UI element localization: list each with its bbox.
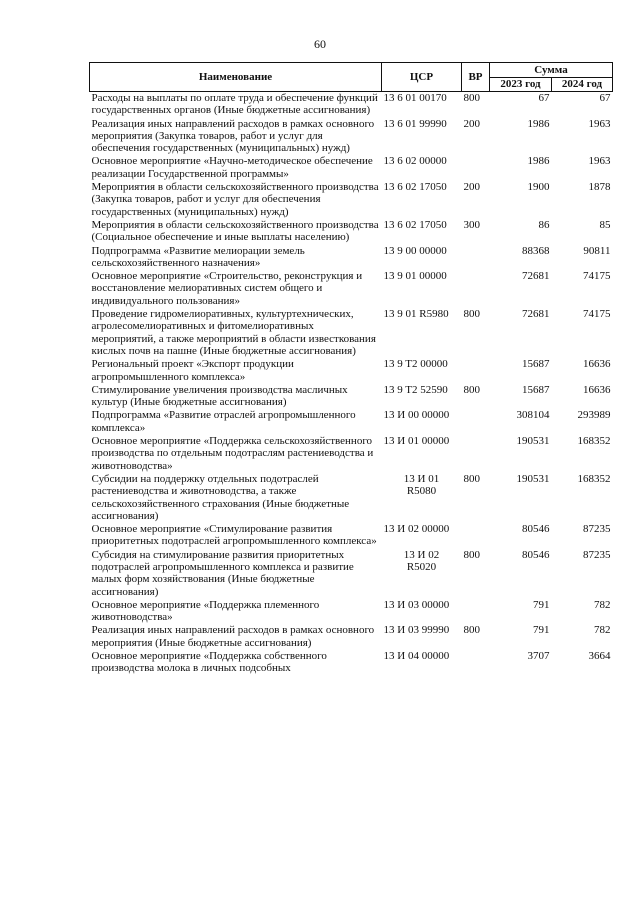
table-row <box>90 219 613 245</box>
column-header-vr: ВР <box>462 63 490 92</box>
row-amount-2023-cell: 72681 <box>522 270 550 283</box>
row-vr-cell <box>462 409 490 435</box>
page-number: 60 <box>314 37 326 51</box>
row-csr-cell: 13 9 T2 00000 <box>383 358 448 371</box>
row-amount-2023-cell: 67 <box>538 92 550 104</box>
row-csr-cell: 13 6 02 17050 <box>383 181 447 194</box>
row-amount-2024-cell: 87235 <box>583 523 611 536</box>
table-row <box>90 308 613 358</box>
table-row <box>90 523 613 549</box>
row-vr-cell: 200 <box>463 181 480 194</box>
column-header-name: Наименование <box>90 63 382 92</box>
table-row <box>90 92 613 118</box>
row-vr-cell: 800 <box>463 92 480 104</box>
row-vr-cell: 800 <box>463 308 480 321</box>
row-amount-2024-cell: 168352 <box>577 435 611 448</box>
row-csr-cell: 13 И 03 00000 <box>383 598 450 611</box>
row-amount-2024-cell: 1963 <box>588 155 611 168</box>
column-header-csr: ЦСР <box>382 63 462 92</box>
row-amount-2023-cell: 190531 <box>516 472 550 485</box>
row-csr-cell: 13 И 04 00000 <box>383 650 450 663</box>
row-name-cell: Расходы на выплаты по оплате труда и обеспечение функций государственных органов (Иные бюджетные ассигнования) <box>91 92 378 117</box>
row-vr-cell: 800 <box>463 548 480 561</box>
row-csr-cell: 13 6 02 17050 <box>383 218 447 231</box>
table-row <box>90 270 613 308</box>
row-amount-2023-cell: 86 <box>538 218 550 231</box>
row-name-cell: Основное мероприятие «Поддержка племенного животноводства» <box>91 598 320 624</box>
row-vr-cell <box>462 435 490 473</box>
table-row <box>90 435 613 473</box>
table-row <box>90 409 613 435</box>
table-body <box>90 92 613 676</box>
row-name-cell: Основное мероприятие «Строительство, реконструкция и восстановление мелиоративных систем общего и индивидуального пользования» <box>91 270 363 307</box>
budget-table <box>89 62 613 676</box>
row-amount-2023-cell: 15687 <box>522 358 550 371</box>
row-vr-cell <box>462 245 490 271</box>
row-name-cell: Основное мероприятие «Научно-методическое обеспечение реализации Государственной программы» <box>91 155 373 180</box>
row-csr-cell: 13 И 01 00000 <box>383 435 450 448</box>
column-header-year-2024: 2024 год <box>552 78 613 92</box>
row-amount-2023-cell: 80546 <box>522 548 550 561</box>
row-name-cell: Подпрограмма «Развитие отраслей агропромышленного комплекса» <box>91 409 356 434</box>
table-row <box>90 181 613 219</box>
row-amount-2024-cell: 168352 <box>577 472 611 485</box>
table-row <box>90 118 613 156</box>
row-amount-2024-cell: 85 <box>599 218 611 231</box>
row-name-cell: Основное мероприятие «Поддержка собственного производства молока в личных подсобных <box>91 650 327 675</box>
table-row <box>90 384 613 410</box>
row-name-cell: Региональный проект «Экспорт продукции агропромышленного комплекса» <box>91 358 294 383</box>
row-amount-2023-cell: 88368 <box>522 244 550 257</box>
row-vr-cell <box>462 523 490 549</box>
row-amount-2024-cell: 74175 <box>583 308 611 321</box>
row-amount-2024-cell: 67 <box>599 92 611 104</box>
row-amount-2023-cell: 15687 <box>522 383 550 396</box>
row-vr-cell <box>462 650 490 676</box>
row-amount-2023-cell: 1986 <box>527 117 550 130</box>
row-name-cell: Мероприятия в области сельскохозяйственного производства (Закупка товаров, работ и услуг для обеспечения государственных (муниципальных) нужд) <box>91 181 379 218</box>
table-row <box>90 155 613 181</box>
column-header-sum: Сумма <box>490 63 613 78</box>
row-vr-cell <box>462 599 490 625</box>
row-name-cell: Субсидия на стимулирование развития приоритетных подотраслей агропромышленного комплекса и развитие малых форм хозяйствования (Иные бюджетные ассигнования) <box>91 548 354 598</box>
table-row <box>90 358 613 384</box>
row-csr-cell: 13 9 01 00000 <box>383 270 447 283</box>
table-row <box>90 624 613 650</box>
row-amount-2023-cell: 308104 <box>516 409 550 422</box>
row-name-cell: Мероприятия в области сельскохозяйственного производства (Социальное обеспечение и иные выплаты населению) <box>91 218 379 244</box>
row-amount-2024-cell: 90811 <box>583 244 611 257</box>
row-name-cell: Реализация иных направлений расходов в рамках основного мероприятия (Закупка товаров, работ и услуг для обеспечения государственных (муниципальных) нужд) <box>91 117 375 155</box>
table-row <box>90 473 613 523</box>
row-name-cell: Основное мероприятие «Стимулирование развития приоритетных подотраслей агропромышленного комплекса» <box>91 523 377 548</box>
row-csr-cell: 13 6 01 00170 <box>383 92 447 104</box>
row-csr-cell: 13 9 T2 52590 <box>383 383 448 396</box>
row-csr-cell: 13 6 02 00000 <box>383 155 447 168</box>
row-amount-2023-cell: 72681 <box>522 308 550 321</box>
row-amount-2024-cell: 1878 <box>588 181 611 194</box>
row-name-cell: Проведение гидромелиоративных, культуртехнических, агролесомелиоративных и фитомелиоративных мероприятий, а также мероприятий в области известкования кислых почв на пашне (Иные бюджетные ассигнования) <box>91 308 376 357</box>
table-row <box>90 650 613 676</box>
row-amount-2024-cell: 782 <box>594 598 611 611</box>
row-name-cell: Субсидии на поддержку отдельных подотраслей растениеводства и животноводства, а также сельскохозяйственного страхования (Иные бюджетные ассигнования) <box>91 472 350 522</box>
row-csr-cell: 13 И 00 00000 <box>383 409 450 422</box>
row-amount-2023-cell: 80546 <box>522 523 550 536</box>
row-amount-2023-cell: 791 <box>533 624 550 637</box>
row-amount-2023-cell: 190531 <box>516 435 550 448</box>
table-header <box>90 63 613 92</box>
row-amount-2024-cell: 3664 <box>588 650 611 663</box>
row-amount-2023-cell: 1986 <box>527 155 550 168</box>
row-amount-2024-cell: 74175 <box>583 270 611 283</box>
row-name-cell: Стимулирование увеличения производства масличных культур (Иные бюджетные ассигнования) <box>91 383 348 409</box>
column-header-year-2023: 2023 год <box>490 78 552 92</box>
row-vr-cell: 800 <box>463 624 480 637</box>
table-row <box>90 549 613 599</box>
row-amount-2024-cell: 293989 <box>577 409 611 422</box>
row-csr-cell: 13 И 01 R5080 <box>403 472 440 498</box>
row-name-cell: Подпрограмма «Развитие мелиорации земель сельскохозяйственного назначения» <box>91 244 305 269</box>
row-name-cell: Реализация иных направлений расходов в рамках основного мероприятия (Иные бюджетные ассигнования) <box>91 624 375 649</box>
row-amount-2024-cell: 16636 <box>583 383 611 396</box>
row-vr-cell <box>462 358 490 384</box>
row-vr-cell <box>462 155 490 181</box>
row-amount-2024-cell: 16636 <box>583 358 611 371</box>
row-amount-2023-cell: 791 <box>533 598 550 611</box>
row-vr-cell <box>462 270 490 308</box>
row-vr-cell: 200 <box>463 117 480 130</box>
table-row <box>90 245 613 271</box>
row-amount-2024-cell: 1963 <box>588 117 611 130</box>
row-csr-cell: 13 И 03 99990 <box>383 624 450 637</box>
row-csr-cell: 13 9 01 R5980 <box>383 308 449 321</box>
row-csr-cell: 13 6 01 99990 <box>383 117 447 130</box>
row-name-cell: Основное мероприятие «Поддержка сельскохозяйственного производства по отдельным подотраслям растениеводства и животноводства» <box>91 435 374 472</box>
row-vr-cell: 800 <box>463 383 480 396</box>
row-amount-2023-cell: 3707 <box>527 650 550 663</box>
row-csr-cell: 13 И 02 R5020 <box>403 548 440 573</box>
row-amount-2024-cell: 87235 <box>583 548 611 561</box>
row-amount-2023-cell: 1900 <box>527 181 550 194</box>
row-csr-cell: 13 9 00 00000 <box>383 244 447 257</box>
table-row <box>90 599 613 625</box>
row-csr-cell: 13 И 02 00000 <box>383 523 450 536</box>
row-amount-2024-cell: 782 <box>594 624 611 637</box>
row-vr-cell: 300 <box>463 218 480 231</box>
row-vr-cell: 800 <box>463 472 480 485</box>
